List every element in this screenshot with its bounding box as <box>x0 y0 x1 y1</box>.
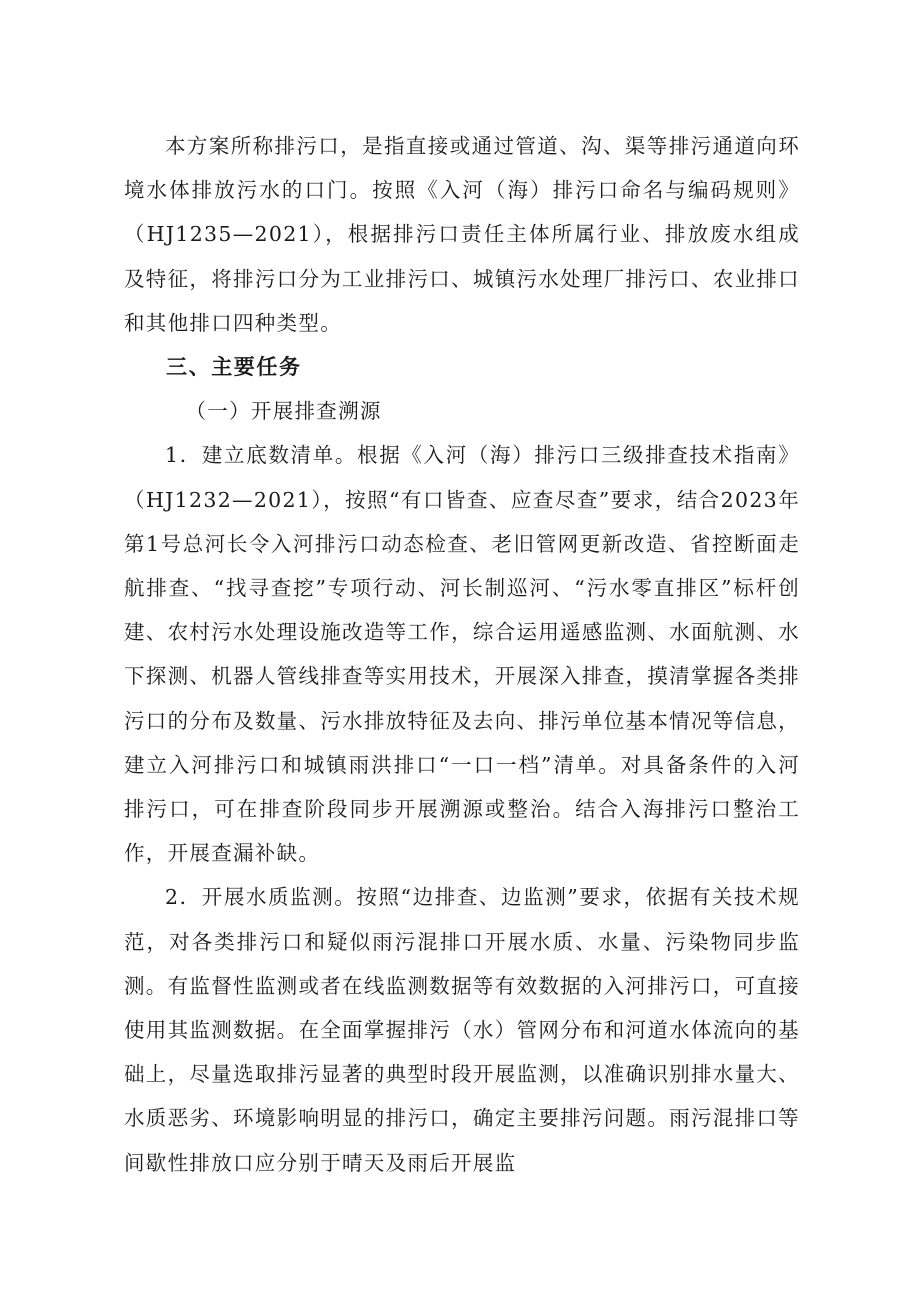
subsection-heading-investigation: （一）开展排查溯源 <box>185 399 382 424</box>
section-heading-main-tasks: 三、主要任务 <box>166 355 302 380</box>
paragraph-outfall-definition: 本方案所称排污口，是指直接或通过管道、沟、渠等排污通道向环境水体排放污水的口门。按照《入河（海）排污口命名与编码规则》（HJ1235—2021），根据排污口责任主体所属行业、排放废水组成及特征，将排污口分为工业排污口、城镇污水处理厂排污口、农业排口和其他排口四种类型。 <box>124 134 800 335</box>
document-body <box>124 124 800 1185</box>
paragraph-establish-inventory: 1．建立底数清单。根据《入河（海）排污口三级排查技术指南》（HJ1232—2021），按照“有口皆查、应查尽查”要求，结合2023年第1号总河长令入河排污口动态检查、老旧管网更新改造、省控断面走航排查、“找寻查挖”专项行动、河长制巡河、“污水零直排区”标杆创建、农村污水处理设施改造等工作，综合运用遥感监测、水面航测、水下探测、机器人管线排查等实用技术，开展深入排查，摸清掌握各类排污口的分布及数量、污水排放特征及去向、排污单位基本情况等信息，建立入河排污口和城镇雨洪排口“一口一档”清单。对具备条件的入河排污口，可在排查阶段同步开展溯源或整治。结合入海排污口整治工作，开展查漏补缺。 <box>124 443 800 866</box>
paragraph-water-quality-monitoring: 2．开展水质监测。按照“边排查、边监测”要求，依据有关技术规范，对各类排污口和疑似雨污混排口开展水质、水量、污染物同步监测。有监督性监测或者在线监测数据等有效数据的入河排污口，可直接使用其监测数据。在全面掌握排污（水）管网分布和河道水体流向的基础上，尽量选取排污显著的典型时段开展监测，以准确识别排水量大、水质恶劣、环境影响明显的排污口，确定主要排污问题。雨污混排口等间歇性排放口应分别于晴天及雨后开展监 <box>124 885 800 1175</box>
